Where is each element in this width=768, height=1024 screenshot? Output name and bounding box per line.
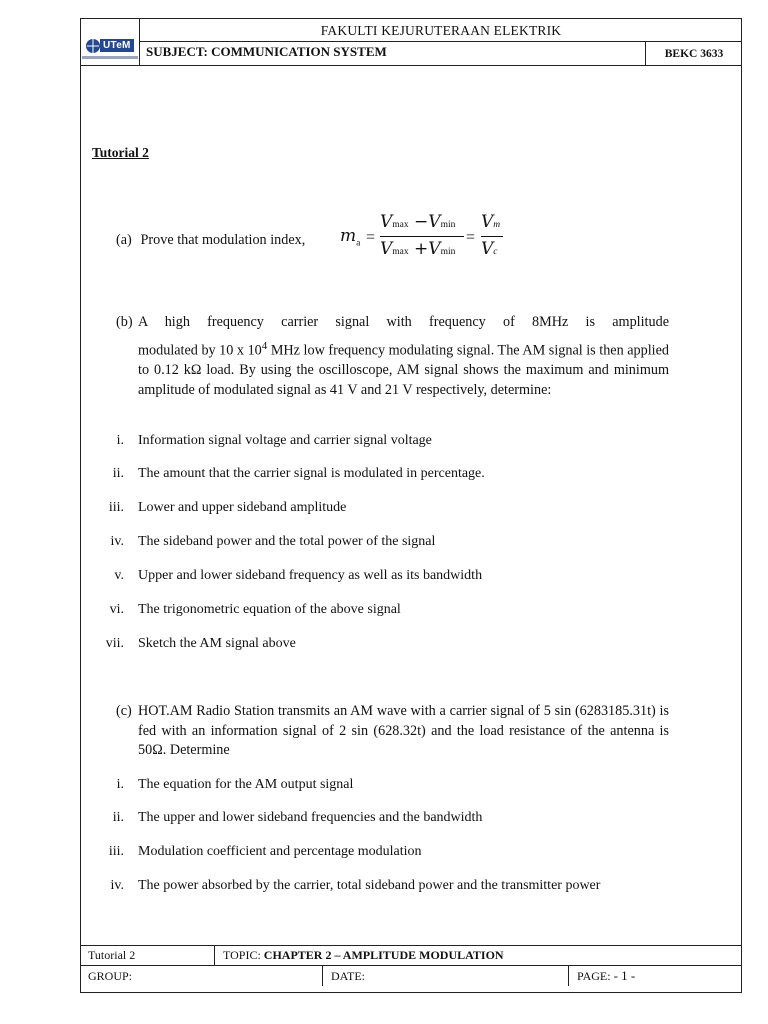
b-item-text: Sketch the AM signal above xyxy=(138,636,296,651)
part-a-text: Prove that modulation index, xyxy=(140,232,306,248)
c-item-num: iii. xyxy=(108,844,124,859)
footer-page: PAGE: - 1 - xyxy=(568,966,742,986)
b-item-num: v. xyxy=(114,568,124,583)
part-c-label: (c) xyxy=(116,703,132,719)
b-item-text: The trigonometric equation of the above signal xyxy=(138,602,401,617)
faculty-title: FAKULTI KEJURUTERAAN ELEKTRIK xyxy=(140,18,742,42)
logo-caption-bar xyxy=(82,56,138,59)
part-c-label-row xyxy=(116,702,137,722)
part-a-question xyxy=(116,231,305,251)
logo-text: UTeM xyxy=(100,39,134,52)
footer-tutorial: Tutorial 2 xyxy=(88,948,136,962)
b-item-num: vi. xyxy=(109,602,124,617)
modulation-index-formula: $m_a$ = Vmax −Vmin Vmax +Vmin = Vm Vc xyxy=(338,212,518,264)
footer-group: GROUP: xyxy=(88,969,133,983)
footer-row-1 xyxy=(80,945,742,965)
c-item-text: Modulation coefficient and percentage modulation xyxy=(138,844,422,859)
b-item-text: The sideband power and the total power of the signal xyxy=(138,534,436,549)
fraction-line-2 xyxy=(481,236,503,237)
c-item-text: The power absorbed by the carrier, total sideband power and the transmitter power xyxy=(138,878,601,893)
c-item-num: i. xyxy=(116,777,124,792)
b-item-text: Lower and upper sideband amplitude xyxy=(138,500,347,515)
c-item-num: ii. xyxy=(112,810,124,825)
footer-date: DATE: xyxy=(322,966,568,986)
part-b-label-row xyxy=(116,313,137,333)
part-b-line1: A high frequency carrier signal with frequency of 8MHz is amplitude xyxy=(138,314,669,330)
part-b-body: modulated by 10 x $10^4$ MHz low frequency modulating signal. The AM signal is then applied to 0.12 kΩ load. By using the oscilloscope, AM signal shows the maximum and minimum amplitude of modulated signal as 41 V and 21 V respectively, determine: xyxy=(138,340,669,398)
part-a-label: (a) xyxy=(116,232,132,248)
b-item-num: ii. xyxy=(112,466,124,481)
c-item-text: The upper and lower sideband frequencies and the bandwidth xyxy=(138,810,483,825)
course-code: BEKC 3633 xyxy=(646,42,742,66)
b-item-num: iii. xyxy=(108,500,124,515)
page-title: Tutorial 2 xyxy=(92,145,149,160)
c-item-num: iv. xyxy=(110,878,124,893)
part-c-body: HOT.AM Radio Station transmits an AM wave with a carrier signal of 5 sin (6283185.31t) is fed with an information signal of 2 sin (628.32t) and the load resistance of the antenna is 50Ω. Determine xyxy=(138,703,669,758)
b-item-text: The amount that the carrier signal is modulated in percentage. xyxy=(138,466,485,481)
c-item-text: The equation for the AM output signal xyxy=(138,777,354,792)
subject-title: SUBJECT: COMMUNICATION SYSTEM xyxy=(140,42,646,66)
footer-topic: TOPIC: CHAPTER 2 – AMPLITUDE MODULATION xyxy=(214,946,742,965)
part-b-label: (b) xyxy=(116,314,133,330)
b-item-text: Information signal voltage and carrier signal voltage xyxy=(138,433,432,448)
fraction-line-1 xyxy=(380,236,464,237)
footer-table xyxy=(80,945,742,993)
b-item-num: vii. xyxy=(105,636,124,651)
b-item-num: i. xyxy=(116,433,124,448)
footer-row-2 xyxy=(80,965,742,986)
b-item-text: Upper and lower sideband frequency as well as its bandwidth xyxy=(138,568,483,583)
b-item-num: iv. xyxy=(110,534,124,549)
